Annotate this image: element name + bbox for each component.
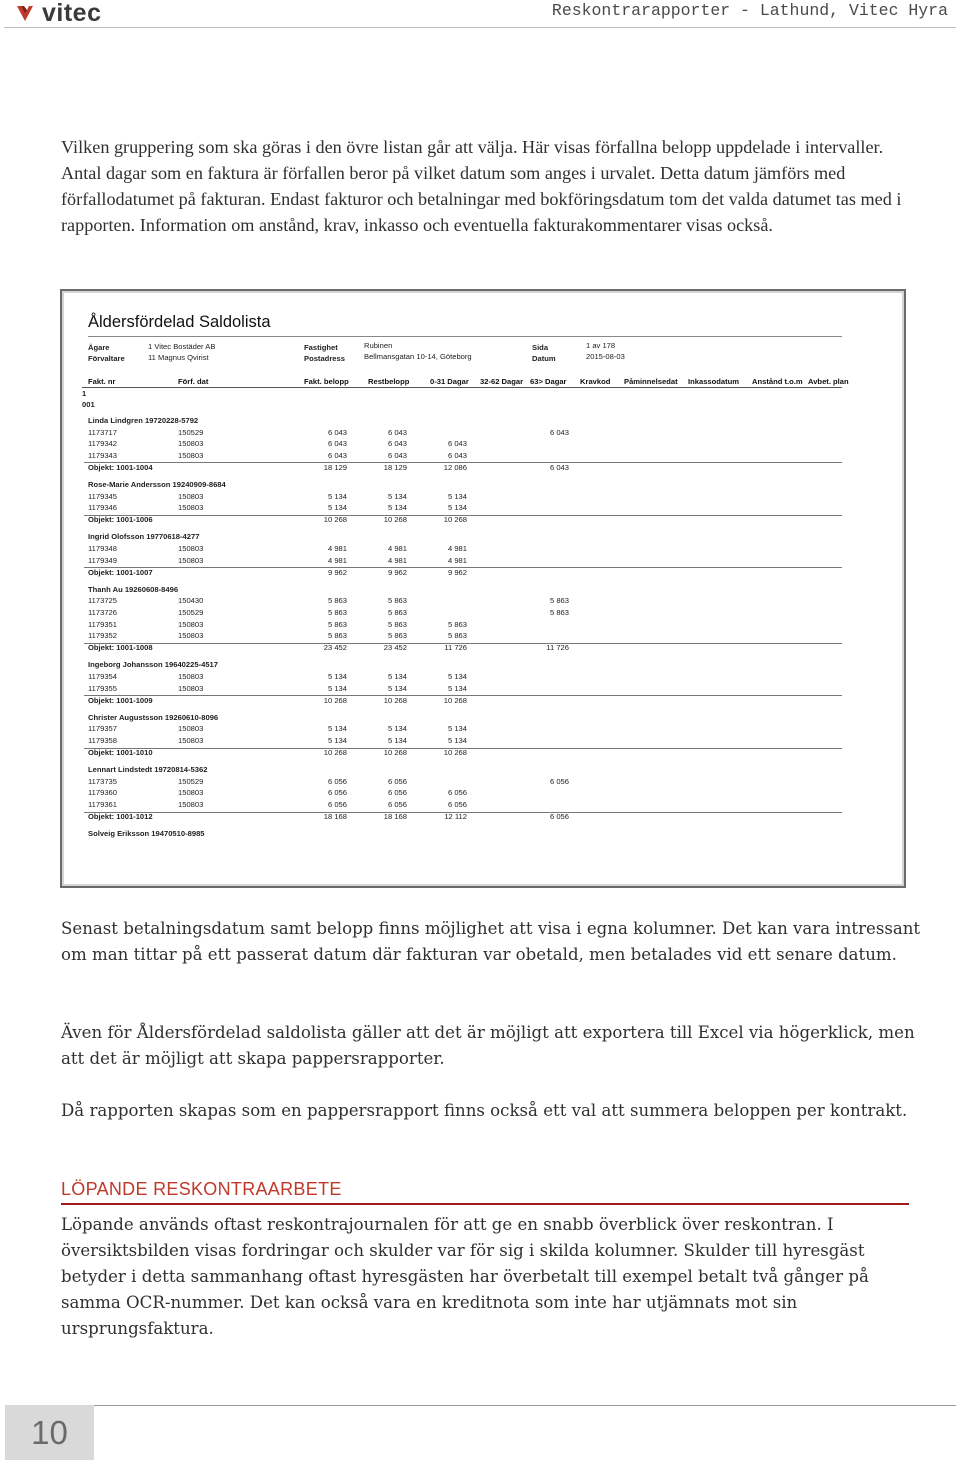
- due-date: 150529: [178, 776, 204, 786]
- subtotal-invoice-amount: 23 452: [323, 643, 347, 653]
- invoice-amount: 6 056: [327, 800, 347, 809]
- due-date: 150803: [178, 503, 204, 513]
- subtotal-invoice-amount: 18 129: [323, 462, 347, 472]
- due-date: 150803: [178, 619, 204, 629]
- subtotal-63-plus-days: 6 043: [549, 462, 569, 472]
- report-title: Åldersfördelad Saldolista: [88, 313, 271, 331]
- amount-63-plus-days: 6 056: [549, 776, 569, 786]
- meta-agare-value: 1 Vitec Bostäder AB: [148, 342, 216, 351]
- aging-report-screenshot: [60, 289, 906, 888]
- meta-postadress-value: Bellmansgatan 10-14, Göteborg: [364, 352, 472, 361]
- amount-63-plus-days: 5 863: [549, 608, 569, 617]
- invoice-number: 1179358: [88, 736, 117, 745]
- section-heading: LÖPANDE RESKONTRAARBETE: [61, 1179, 342, 1199]
- report-title-divider: [88, 336, 842, 337]
- amount-0-31-days: 5 134: [447, 683, 467, 693]
- invoice-amount: 6 056: [327, 776, 347, 786]
- customer-name: Rose-Marie Andersson 19240909-8684: [88, 480, 226, 489]
- remaining-amount: 6 043: [387, 439, 407, 449]
- meta-fastighet-value: Rubinen: [364, 341, 393, 350]
- subtotal-remaining-amount: 10 268: [383, 515, 407, 525]
- subtotal-invoice-amount: 18 168: [323, 812, 347, 822]
- invoice-number: 1179343: [88, 450, 117, 460]
- report-column-header: Påminnelsedat: [624, 377, 678, 386]
- amount-0-31-days: 5 134: [447, 736, 467, 745]
- subtotal-0-31-days: 12 086: [443, 462, 467, 472]
- customer-name: Ingrid Olofsson 19770618-4277: [88, 532, 200, 542]
- invoice-number: 1173725: [88, 596, 117, 606]
- invoice-number: 1179361: [88, 800, 117, 809]
- report-column-header: Fakt. belopp: [304, 377, 349, 386]
- remaining-amount: 5 134: [387, 491, 407, 501]
- invoice-amount: 5 863: [327, 608, 347, 617]
- remaining-amount: 5 863: [387, 608, 407, 617]
- meta-forvaltare-label: Förvaltare: [88, 354, 125, 363]
- due-date: 150803: [178, 800, 204, 809]
- page-header: [0, 0, 960, 28]
- due-date: 150803: [178, 631, 204, 641]
- meta-sida-label: Sida: [532, 343, 549, 352]
- invoice-amount: 5 134: [327, 672, 347, 681]
- invoice-number: 1179355: [88, 683, 117, 693]
- due-date: 150803: [178, 788, 204, 798]
- invoice-number: 1179357: [88, 724, 117, 734]
- amount-0-31-days: 5 134: [447, 672, 467, 681]
- invoice-amount: 6 043: [327, 450, 347, 460]
- invoice-number: 1179349: [88, 555, 117, 565]
- invoice-amount: 5 134: [327, 736, 347, 745]
- due-date: 150803: [178, 439, 204, 449]
- amount-0-31-days: 5 134: [447, 724, 467, 734]
- subtotal-remaining-amount: 10 268: [383, 695, 407, 705]
- subtotal-63-plus-days: 6 056: [549, 812, 569, 822]
- remaining-amount: 6 056: [387, 800, 407, 809]
- remaining-amount: 5 134: [387, 503, 407, 513]
- amount-0-31-days: 6 043: [447, 450, 467, 460]
- due-date: 150803: [178, 724, 204, 734]
- invoice-amount: 4 981: [327, 544, 347, 553]
- group-label-2: 001: [82, 400, 95, 409]
- invoice-number: 1179351: [88, 619, 117, 629]
- subtotal-0-31-days: 9 962: [447, 567, 467, 577]
- subtotal-invoice-amount: 9 962: [327, 567, 347, 577]
- invoice-amount: 5 863: [327, 619, 347, 629]
- amount-0-31-days: 5 863: [447, 619, 467, 629]
- amount-0-31-days: 5 134: [447, 491, 467, 501]
- customer-name: Solveig Eriksson 19470510-8985: [88, 829, 205, 839]
- amount-0-31-days: 4 981: [447, 555, 467, 565]
- report-column-header: 0-31 Dagar: [430, 377, 469, 386]
- due-date: 150803: [178, 491, 204, 501]
- amount-0-31-days: 6 043: [447, 439, 467, 449]
- remaining-amount: 5 134: [387, 736, 407, 745]
- invoice-number: 1179346: [88, 503, 117, 513]
- due-date: 150803: [178, 450, 204, 460]
- invoice-amount: 5 134: [327, 683, 347, 693]
- objekt-label: Objekt: 1001-1010: [88, 748, 153, 758]
- remaining-amount: 5 863: [387, 596, 407, 606]
- amount-63-plus-days: 6 043: [549, 427, 569, 437]
- customer-name: Lennart Lindstedt 19720814-5362: [88, 765, 208, 775]
- invoice-amount: 5 134: [327, 491, 347, 501]
- footer-divider: [94, 1405, 956, 1406]
- subtotal-63-plus-days: 11 726: [546, 643, 569, 653]
- report-column-header: Inkassodatum: [688, 377, 740, 386]
- due-date: 150803: [178, 672, 204, 681]
- subtotal-0-31-days: 10 268: [443, 515, 467, 525]
- invoice-number: 1179360: [88, 788, 117, 798]
- invoice-amount: 6 056: [327, 788, 347, 798]
- objekt-label: Objekt: 1001-1009: [88, 695, 153, 705]
- document-title: Reskontrarapporter - Lathund, Vitec Hyra: [551, 1, 948, 20]
- objekt-label: Objekt: 1001-1004: [88, 462, 153, 472]
- remaining-amount: 6 043: [387, 427, 407, 437]
- invoice-amount: 6 043: [327, 439, 347, 449]
- report-column-header: Restbelopp: [368, 377, 410, 386]
- amount-0-31-days: 5 134: [447, 503, 467, 513]
- report-column-header: Avbet. plan: [808, 377, 849, 386]
- report-column-header: Kravkod: [580, 377, 611, 386]
- objekt-label: Objekt: 1001-1007: [88, 567, 153, 577]
- invoice-amount: 5 863: [327, 596, 347, 606]
- invoice-number: 1179348: [88, 544, 117, 553]
- subtotal-remaining-amount: 18 168: [383, 812, 407, 822]
- paragraph-grouping: Vilken gruppering som ska göras i den övre listan går att välja. Här visas förfallna belopp uppdelade i intervaller. Antal dagar som en faktura är förfallen beror på vilket datum som anges i urvalet. Detta datum jämförs med förfallodatumet på fakturan. Endast fakturor och betalningar med bokföringsdatum tom det valda datumet tas med i rapporten. Information om anstånd, krav, inkasso och eventuella fakturakommentarer visas också.: [61, 137, 902, 235]
- paragraph-payment-date: Senast betalningsdatum samt belopp finns möjlighet att visa i egna kolumner. Det kan vara intressant om man tittar på ett passerat datum där fakturan var obetald, men betalades vid ett senare datum.: [61, 919, 921, 964]
- amount-0-31-days: 5 863: [447, 631, 467, 641]
- report-column-header: Fakt. nr: [88, 377, 116, 386]
- report-column-header: Anstånd t.o.m: [752, 377, 803, 386]
- logo-text: vitec: [42, 0, 102, 27]
- remaining-amount: 5 863: [387, 631, 407, 641]
- remaining-amount: 5 134: [387, 724, 407, 734]
- invoice-number: 1173726: [88, 608, 117, 617]
- subtotal-0-31-days: 11 726: [444, 643, 467, 653]
- due-date: 150803: [178, 683, 204, 693]
- customer-name: Christer Augustsson 19260610-8096: [88, 712, 219, 722]
- remaining-amount: 5 863: [387, 619, 407, 629]
- group-label-1: 1: [82, 389, 87, 398]
- remaining-amount: 5 134: [387, 683, 407, 693]
- subtotal-remaining-amount: 9 962: [387, 567, 407, 577]
- vitec-logo: [14, 0, 101, 26]
- meta-datum-label: Datum: [532, 354, 556, 363]
- customer-name: Ingeborg Johansson 19640225-4517: [88, 660, 218, 670]
- due-date: 150529: [178, 427, 204, 437]
- objekt-label: Objekt: 1001-1008: [88, 643, 153, 653]
- due-date: 150529: [178, 608, 204, 617]
- subtotal-0-31-days: 10 268: [443, 748, 467, 758]
- invoice-number: 1173717: [88, 427, 117, 437]
- invoice-amount: 4 981: [327, 555, 347, 565]
- subtotal-invoice-amount: 10 268: [323, 695, 347, 705]
- subtotal-remaining-amount: 18 129: [383, 462, 407, 472]
- meta-agare-label: Ägare: [88, 343, 110, 352]
- remaining-amount: 6 056: [387, 788, 407, 798]
- invoice-number: 1179354: [88, 672, 117, 681]
- invoice-amount: 5 134: [327, 724, 347, 734]
- customer-name: Linda Lindgren 19720228-5792: [88, 416, 199, 425]
- invoice-amount: 6 043: [327, 427, 347, 437]
- report-column-header: 32-62 Dagar: [480, 377, 524, 386]
- objekt-label: Objekt: 1001-1006: [88, 515, 153, 525]
- paragraph-summarize: Då rapporten skapas som en pappersrapport finns också ett val att summera beloppen per kontrakt.: [61, 1101, 908, 1120]
- customer-name: Thanh Au 19260608-8496: [88, 584, 179, 594]
- invoice-number: 1179345: [88, 491, 117, 501]
- due-date: 150803: [178, 544, 204, 553]
- subtotal-0-31-days: 12 112: [444, 812, 467, 822]
- amount-0-31-days: 6 056: [447, 800, 467, 809]
- due-date: 150803: [178, 736, 204, 745]
- invoice-number: 1179352: [88, 631, 117, 641]
- subtotal-0-31-days: 10 268: [443, 695, 467, 705]
- due-date: 150803: [178, 555, 204, 565]
- report-column-header: 63> Dagar: [530, 377, 567, 386]
- remaining-amount: 5 134: [387, 672, 407, 681]
- objekt-label: Objekt: 1001-1012: [88, 812, 153, 822]
- subtotal-invoice-amount: 10 268: [323, 748, 347, 758]
- remaining-amount: 4 981: [387, 544, 407, 553]
- invoice-number: 1173735: [88, 776, 117, 786]
- meta-fastighet-label: Fastighet: [304, 343, 338, 352]
- remaining-amount: 4 981: [387, 555, 407, 565]
- meta-postadress-label: Postadress: [304, 354, 345, 363]
- paragraph-export: Även för Åldersfördelad saldolista gäller att det är möjligt att exportera till Excel via högerklick, men att det är möjligt att skapa pappersrapporter.: [61, 1023, 915, 1068]
- vitec-logo-icon: [14, 2, 36, 24]
- invoice-amount: 5 863: [327, 631, 347, 641]
- paragraph-journal: Löpande används oftast reskontrajournalen för att ge en snabb överblick över reskontran. I översiktsbilden visas fordringar och skulder var för sig i skilda kolumner. Skulder till hyresgäst betyder i detta sammanhang oftast hyresgästen har överbetalt till exempel betalt två gånger på samma OCR-nummer. Det kan också vara en kreditnota som inte har utjämnats mot sin ursprungsfaktura.: [61, 1215, 869, 1338]
- subtotal-remaining-amount: 23 452: [383, 643, 407, 653]
- section-divider: [61, 1203, 909, 1205]
- invoice-number: 1179342: [88, 439, 117, 449]
- due-date: 150430: [178, 596, 204, 606]
- page-number: 10: [31, 1414, 68, 1451]
- amount-63-plus-days: 5 863: [549, 596, 569, 606]
- report-column-header: Förf. dat: [178, 377, 209, 386]
- remaining-amount: 6 043: [387, 450, 407, 460]
- subtotal-remaining-amount: 10 268: [383, 748, 407, 758]
- meta-sida-value: 1 av 178: [586, 341, 616, 350]
- amount-0-31-days: 4 981: [447, 544, 467, 553]
- column-header-divider: [82, 387, 842, 388]
- subtotal-invoice-amount: 10 268: [323, 515, 347, 525]
- invoice-amount: 5 134: [327, 503, 347, 513]
- amount-0-31-days: 6 056: [447, 788, 467, 798]
- meta-forvaltare-value: 11 Magnus Qvirist: [148, 353, 209, 362]
- meta-datum-value: 2015-08-03: [586, 352, 625, 361]
- remaining-amount: 6 056: [387, 776, 407, 786]
- header-divider: [4, 27, 956, 28]
